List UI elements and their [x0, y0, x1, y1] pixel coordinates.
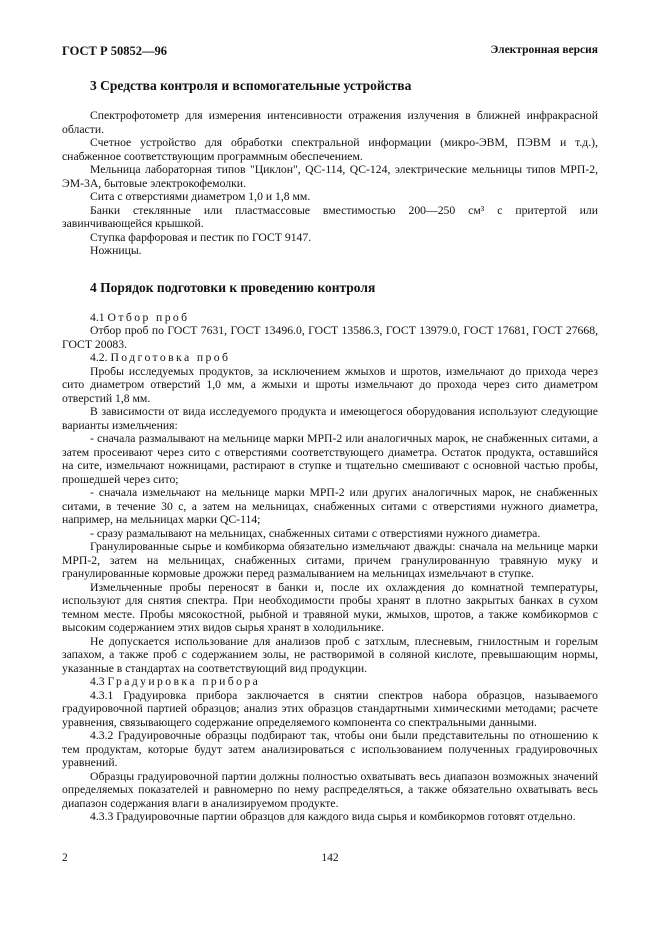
paragraph: Не допускается использование для анализов проб с затхлым, плесневым, гнилостным и горелым запахом, а также проб с содержанием золы, не растворимой в соляной кислоте, превышающим нормы, указанные в стандартах на соответствующий вид продукции. [62, 634, 598, 675]
section-3-title: 3 Средства контроля и вспомогательные устройства [90, 78, 412, 93]
header-standard-number: ГОСТ Р 50852—96 [62, 44, 168, 58]
paragraph: - сначала измельчают на мельнице марки МРП-2 или других аналогичных марок, не снабженных ситами, в течение 30 с, а затем на мельницах, снабженных ситами с отверстиями нужного диаметра, например, на мельницах марки QC-114; [62, 486, 598, 526]
section-4-title: 4 Порядок подготовки к проведению контроля [90, 279, 376, 295]
subsection-number: 4.1 [90, 310, 108, 324]
paragraph: Пробы исследуемых продуктов, за исключением жмыхов и шротов, измельчают до прихода через сито диаметром отверстий 1,0 мм, а жмыхи и шроты измельчают до прохода через сито диаметром отверстий 1,8 мм. [62, 364, 598, 405]
paragraph: 4.3.1 Градуировка прибора заключается в снятии спектров набора образцов, называемого градуировочной партией образцов; анализ этих образцов стандартными химическими методами; расчете уравнения, связывающего содержание определяемого компонента со спектральными данными. [62, 688, 598, 729]
footer-page-number: 2 [62, 852, 68, 864]
paragraph: 4.3.2 Градуировочные образцы подбирают так, чтобы они были представительны по отношению к тем продуктам, которые будут затем анализироваться с использованием полученных градуировочных уравнений. [62, 729, 598, 769]
paragraph: Образцы градуировочной партии должны полностью охватывать весь диапазон возможных значений определяемых показателей и равномерно по нему распределяться, а также обязательно охватывать весь диапазон содержания влаги в анализируемом продукте. [62, 769, 598, 810]
paragraph: Сита с отверстиями диаметром 1,0 и 1,8 мм. [90, 190, 311, 203]
paragraph: Спектрофотометр для измерения интенсивности отражения излучения в ближней инфракрасной области. [62, 109, 598, 136]
section-3-body [62, 109, 598, 258]
paragraph: - сразу размалывают на мельницах, снабженных ситами с отверстиями нужного диаметра. [90, 526, 541, 540]
subsection-number: 4.3 [90, 675, 108, 688]
footer-collection-page: 142 [321, 852, 339, 864]
subsection-4-1-heading [62, 311, 598, 325]
subsection-title: Подготовка проб [110, 351, 231, 364]
paragraph: Мельница лабораторная типов "Циклон", QC-114, QC-124, электрические мельницы типов МРП-2, ЭМ-3А, бытовые электрокофемолки. [62, 163, 598, 190]
paragraph: В зависимости от вида исследуемого продукта и имеющегося оборудования используют следующие варианты измельчения: [62, 405, 598, 432]
paragraph: Банки стеклянные или пластмассовые вместимостью 200—250 см³ с притертой или завинчивающейся крышкой. [62, 203, 598, 230]
subsection-title: Отбор проб [107, 310, 190, 324]
paragraph: Измельченные пробы переносят в банки и, после их охлаждения до комнатной температуры, используют для снятия спектра. При необходимости пробы хранят в плотно закрытых банках в сухом темном месте. Пробы мясокостной, рыбной и травяной муки, жмыхов, шротов, а также комбикормов с высоким содержанием этих видов сырья хранят в холодильнике. [62, 580, 598, 634]
paragraph: - сначала размалывают на мельнице марки МРП-2 или аналогичных марок, не снабженных ситами, а затем просеивают через сито с отверстиями соответствующего диаметра. Остаток продукта, оставшийся на сите, измельчают ножницами, растирают в ступке и тщательно смешивают с основной частью пробы, прошедшей через сито; [62, 432, 598, 486]
paragraph: Ступка фарфоровая и пестик по ГОСТ 9147. [90, 230, 312, 244]
paragraph: Гранулированные сырье и комбикорма обязательно измельчают дважды: сначала на мельнице марки МРП-2, затем на мельницах, снабженных ситами, причем гранулированную травяную муку и гранулированные кормовые дрожжи перед размалыванием на мельницах измельчают в ступке. [62, 540, 598, 580]
subsection-number: 4.2. [90, 351, 111, 364]
paragraph: Счетное устройство для обработки спектральной информации (микро-ЭВМ, ПЭВМ и т.д.), снабженное соответствующим программным обеспечением. [62, 136, 598, 163]
paragraph: 4.3.3 Градуировочные партии образцов для каждого вида сырья и комбикормов готовят отдельно. [90, 810, 576, 823]
subsection-4-3-heading [62, 675, 598, 689]
subsection-title: Градуировка прибора [107, 675, 261, 688]
subsection-4-2-heading [62, 351, 598, 365]
page-content [62, 78, 598, 824]
paragraph: Отбор проб по ГОСТ 7631, ГОСТ 13496.0, ГОСТ 13586.3, ГОСТ 13979.0, ГОСТ 17681, ГОСТ 27668, ГОСТ 20083. [62, 324, 598, 351]
header-edition: Электронная версия [490, 44, 598, 56]
paragraph: Ножницы. [90, 244, 142, 257]
